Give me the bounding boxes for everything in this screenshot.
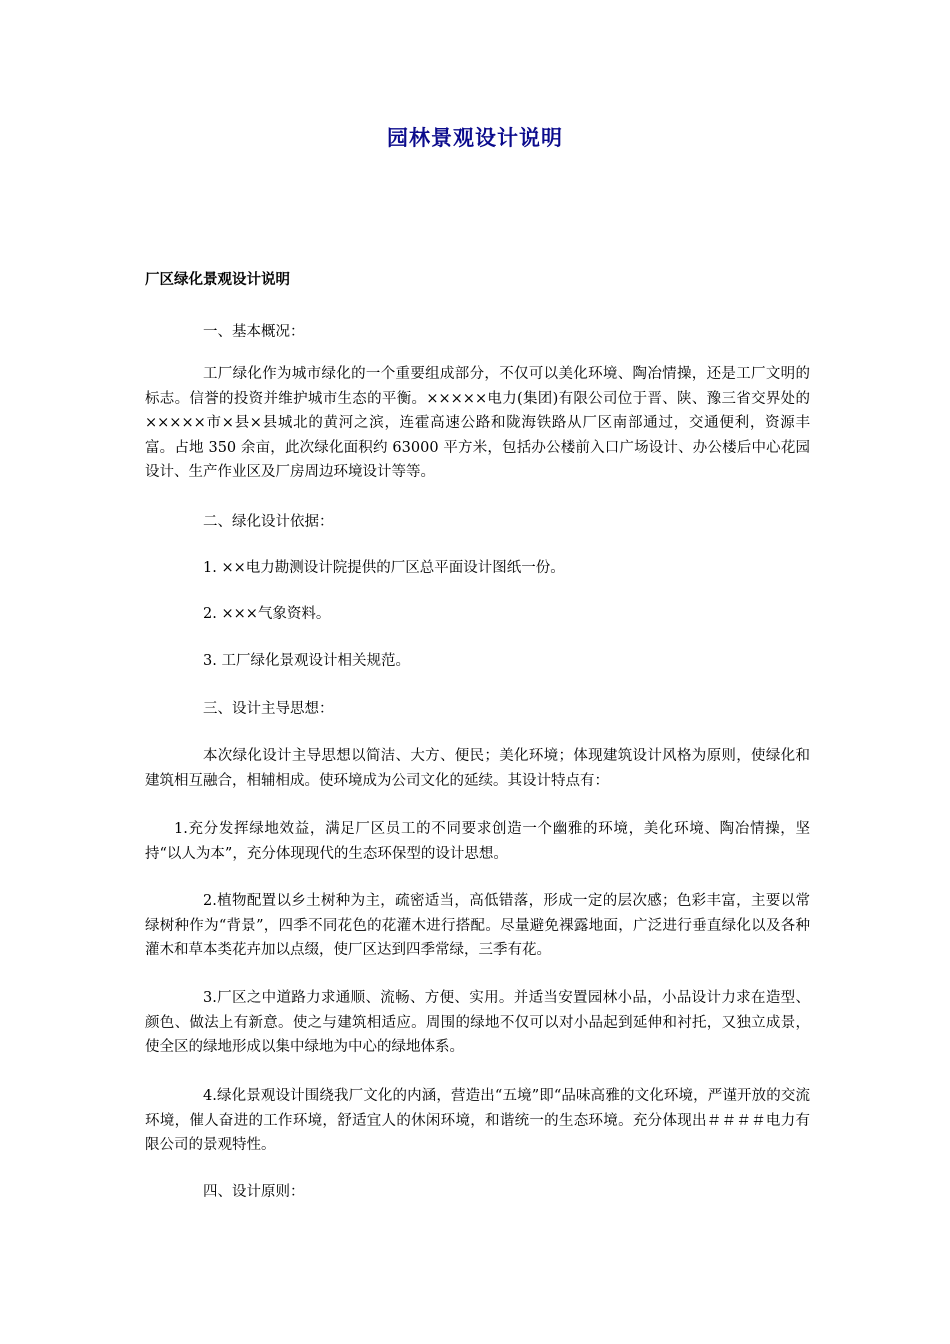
design-point-2: [145, 889, 810, 963]
design-point-3: [145, 986, 810, 1060]
paragraph-text: 2.植物配置以乡土树种为主，疏密适当，高低错落，形成一定的层次感；色彩丰富，主要以常绿树种作为“背景”，四季不同花色的花灌木进行搭配。尽量避免裸露地面，广泛进行垂直绿化以及各种灌木和草本类花卉加以点缀，使厂区达到四季常绿，三季有花。: [145, 893, 810, 958]
heading-design-basis: 二、绿化设计依据：: [203, 514, 334, 530]
paragraph-text: 工厂绿化作为城市绿化的一个重要组成部分，不仅可以美化环境、陶冶情操，还是工厂文明的标志。信誉的投资并维护城市生态的平衡。×××××电力(集团)有限公司位于晋、陕、豫三省交界处的×××××市×县×县城北的黄河之滨，连霍高速公路和陇海铁路从厂区南部通过，交通便利，资源丰富。占地 350 余亩，此次绿化面积约 63000 平方米，包括办公楼前入口广场设计、办公楼后中心花园设计、生产作业区及厂房周边环境设计等等。: [145, 366, 810, 480]
heading-basic-overview: 一、基本概况：: [203, 324, 305, 340]
document-title: 园林景观设计说明: [387, 126, 563, 150]
paragraph-basic-overview: [145, 362, 810, 485]
paragraph-text: 3.厂区之中道路力求通顺、流畅、方便、实用。并适当安置园林小品，小品设计力求在造型、颜色、做法上有新意。使之与建筑相适应。周围的绿地不仅可以对小品起到延伸和衬托，又独立成景，使全区的绿地形成以集中绿地为中心的绿地体系。: [145, 990, 810, 1055]
list-item-basis-1: 1. ××电力勘测设计院提供的厂区总平面设计图纸一份。: [203, 560, 565, 576]
design-point-4: [145, 1084, 810, 1158]
list-item-basis-3: 3. 工厂绿化景观设计相关规范。: [203, 653, 410, 669]
heading-design-idea: 三、设计主导思想：: [203, 701, 334, 717]
design-point-1: [145, 817, 810, 866]
section-subtitle: 厂区绿化景观设计说明: [145, 272, 290, 288]
heading-design-principles: 四、设计原则：: [203, 1184, 305, 1200]
paragraph-design-idea: [145, 744, 810, 793]
paragraph-text: 本次绿化设计主导思想以简洁、大方、便民；美化环境；体现建筑设计风格为原则，使绿化和建筑相互融合，相辅相成。使环境成为公司文化的延续。其设计特点有：: [145, 748, 810, 789]
paragraph-text: 4.绿化景观设计围绕我厂文化的内涵，营造出“五境”即“品味高雅的文化环境，严谨开放的交流环境，催人奋进的工作环境，舒适宜人的休闲环境，和谐统一的生态环境。充分体现出＃＃＃＃电力有限公司的景观特性。: [145, 1088, 810, 1153]
paragraph-text: 1.充分发挥绿地效益，满足厂区员工的不同要求创造一个幽雅的环境，美化环境、陶冶情操，坚持“以人为本”，充分体现现代的生态环保型的设计思想。: [145, 821, 810, 862]
list-item-basis-2: 2. ×××气象资料。: [203, 606, 331, 622]
